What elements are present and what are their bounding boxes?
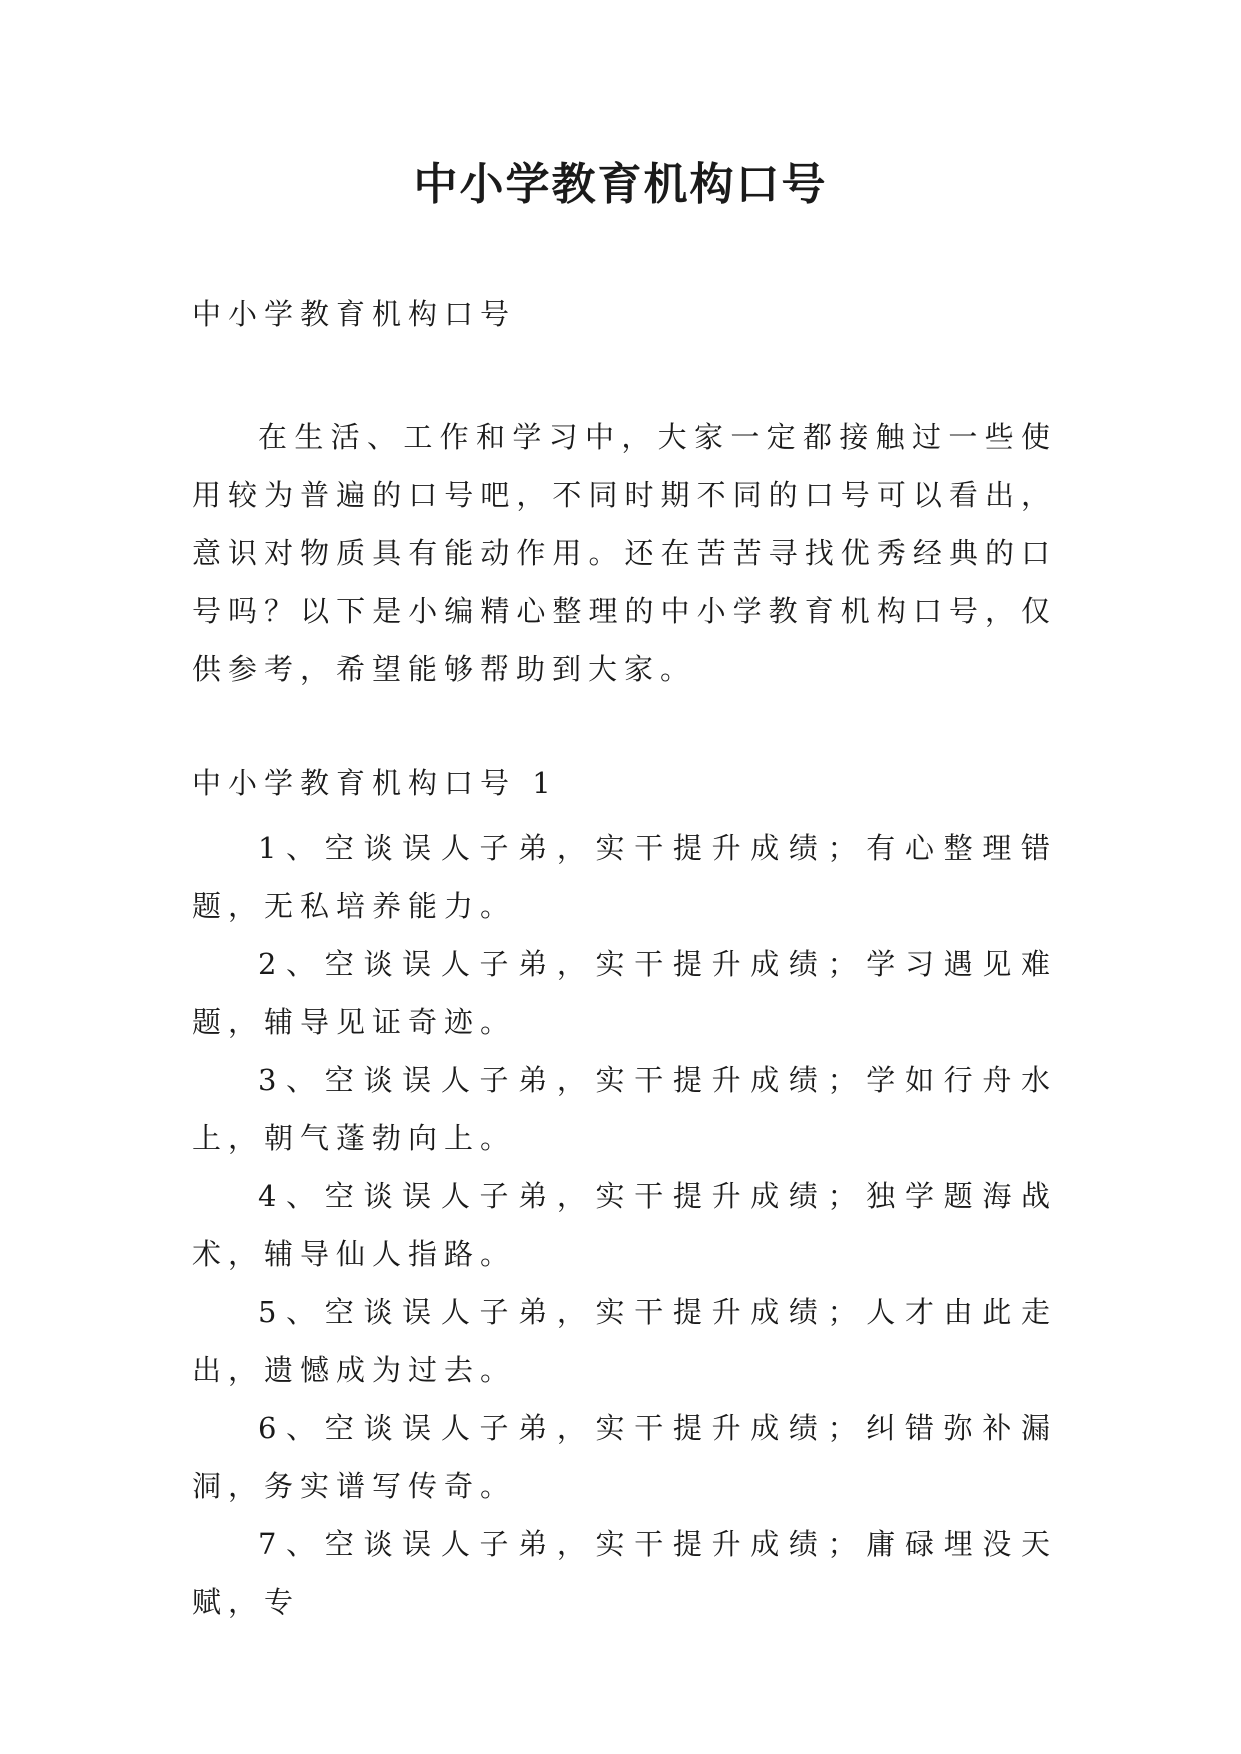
slogan-item: 6、空谈误人子弟，实干提升成绩；纠错弥补漏洞，务实谱写传奇。 xyxy=(192,1411,1057,1503)
intro-paragraph: 在生活、工作和学习中，大家一定都接触过一些使用较为普遍的口号吧，不同时期不同的口号可以看出，意识对物质具有能动作用。还在苦苦寻找优秀经典的口号吗？以下是小编精心整理的中小学教育机构口号，仅供参考，希望能够帮助到大家。 xyxy=(192,420,1057,686)
slogan-item: 5、空谈误人子弟，实干提升成绩；人才由此走出，遗憾成为过去。 xyxy=(192,1295,1057,1387)
slogan-list xyxy=(192,819,1057,1631)
slogan-item: 1、空谈误人子弟，实干提升成绩；有心整理错题，无私培养能力。 xyxy=(192,831,1057,923)
document-title: 中小学教育机构口号 xyxy=(413,159,828,210)
slogan-item: 2、空谈误人子弟，实干提升成绩；学习遇见难题，辅导见证奇迹。 xyxy=(192,947,1057,1039)
section-heading: 中小学教育机构口号 1 xyxy=(192,766,558,800)
slogan-item: 3、空谈误人子弟，实干提升成绩；学如行舟水上，朝气蓬勃向上。 xyxy=(192,1063,1057,1155)
document-subtitle: 中小学教育机构口号 xyxy=(192,297,517,331)
slogan-item: 4、空谈误人子弟，实干提升成绩；独学题海战术，辅导仙人指路。 xyxy=(192,1179,1057,1271)
slogan-item: 7、空谈误人子弟，实干提升成绩；庸碌埋没天赋，专 xyxy=(192,1527,1057,1619)
